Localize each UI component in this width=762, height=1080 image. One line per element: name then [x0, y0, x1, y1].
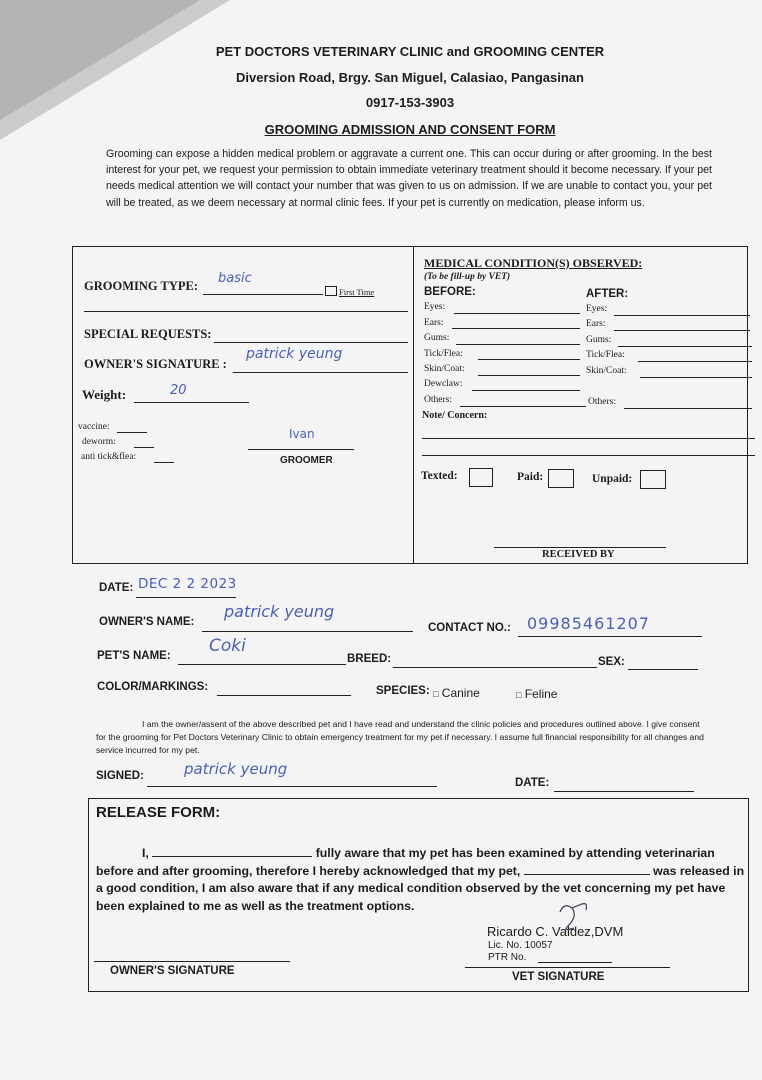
form-title: GROOMING ADMISSION AND CONSENT FORM — [264, 122, 556, 137]
vet-lic-no: Lic. No. 10057 — [488, 940, 553, 951]
owner-name-value[interactable]: patrick yeung — [224, 602, 335, 621]
signed-line — [147, 786, 437, 787]
deworm-line — [134, 447, 154, 448]
date-label: DATE: — [99, 582, 134, 594]
before-eyes: Eyes: — [424, 302, 446, 312]
before-gums-line — [456, 344, 580, 345]
weight-value[interactable]: 20 — [170, 383, 187, 398]
owner-signature-value[interactable]: patrick yeung — [246, 346, 343, 362]
before-skincoat-line — [478, 375, 580, 376]
before-others: Others: — [424, 395, 452, 405]
release-pet-blank[interactable] — [524, 863, 650, 875]
grooming-type-value[interactable]: basic — [218, 271, 252, 286]
intro-paragraph: Grooming can expose a hidden medical problem or aggravate a current one. This can occur during or after grooming. In the best interest for your pet, we request your permission to obtain immediate veterinary treatment should it become necessary. If your pet needs medical attention we will contact your number that was given to us on admission. If we are unable to contact you, your pet will be treated, as we deem necessary at normal clinic fees. If your pet is currently on medication, please inform us. — [106, 148, 712, 209]
species-label: SPECIES: — [376, 685, 430, 697]
before-others-line — [460, 406, 586, 407]
breed-label: BREED: — [347, 653, 392, 665]
vet-signature-mark — [552, 898, 596, 934]
ptr-line — [538, 962, 612, 963]
note-label: Note/ Concern: — [422, 410, 488, 421]
consent-paragraph: I am the owner/assent of the above described pet and I have read and understand the clinic policies and procedures outlined above. I give consent for the grooming for Pet Doctors Veterinary Clinic to obtain emergency treatment for my pet if necessary. I assume full financial responsibility for all changes and service incurred for my pet. — [96, 719, 704, 755]
after-gums: Gums: — [586, 335, 612, 345]
unpaid-label: Unpaid: — [592, 473, 633, 485]
before-gums: Gums: — [424, 333, 450, 343]
after-ears: Ears: — [586, 319, 606, 329]
breed-line — [393, 667, 597, 668]
before-dewclaw-line — [472, 390, 580, 391]
texted-checkbox[interactable] — [469, 468, 493, 487]
grooming-type-label: GROOMING TYPE: — [84, 279, 199, 293]
owner-signature-release-line — [94, 961, 290, 962]
grooming-extra-line — [84, 311, 408, 312]
after-label: AFTER: — [586, 288, 629, 300]
after-tickflea-line — [638, 361, 752, 362]
owner-name-label: OWNER'S NAME: — [99, 616, 195, 628]
before-tickflea-line — [478, 359, 580, 360]
unpaid-checkbox[interactable] — [640, 470, 666, 489]
before-eyes-line — [454, 313, 580, 314]
feline-label: Feline — [524, 687, 558, 701]
before-ears: Ears: — [424, 318, 444, 328]
groomer-value[interactable]: Ivan — [289, 427, 315, 441]
signed-label: SIGNED: — [96, 770, 144, 782]
deworm-label: deworm: — [82, 437, 116, 447]
species-canine-option[interactable] — [433, 686, 480, 700]
after-ears-line — [614, 330, 750, 331]
before-skincoat: Skin/Coat: — [424, 364, 465, 374]
pet-name-value[interactable]: Coki — [209, 636, 246, 656]
canine-checkbox-icon[interactable]: □ — [433, 689, 439, 699]
received-by-line — [494, 547, 666, 548]
paid-checkbox[interactable] — [548, 469, 574, 488]
before-ears-line — [452, 328, 580, 329]
owner-signature-line — [233, 372, 408, 373]
contact-line — [518, 636, 702, 637]
after-gums-line — [618, 346, 752, 347]
contact-label: CONTACT NO.: — [428, 622, 511, 634]
owner-name-line — [202, 631, 413, 632]
before-dewclaw: Dewclaw: — [424, 379, 463, 389]
clinic-address: Diversion Road, Brgy. San Miguel, Calasiao, Pangasinan — [236, 70, 584, 85]
release-text-part1: fully aware that my pet has been examined by attending veterinarian before and after grooming, therefore I hereby acknowledged that my pet, — [96, 846, 715, 878]
special-requests-line — [214, 342, 408, 343]
first-time-label: First Time — [339, 287, 375, 297]
first-time-checkbox[interactable] — [325, 286, 374, 297]
medical-title: MEDICAL CONDITION(S) OBSERVED: — [424, 256, 643, 270]
anti-tick-line — [154, 462, 174, 463]
contact-value[interactable]: 09985461207 — [527, 614, 650, 633]
note-line-2 — [422, 455, 755, 456]
signed-date-line — [554, 791, 694, 792]
pet-name-label: PET'S NAME: — [97, 650, 171, 662]
after-others: Others: — [588, 397, 616, 407]
first-time-box[interactable] — [325, 286, 337, 296]
vaccine-line — [117, 432, 147, 433]
species-feline-option[interactable] — [516, 687, 557, 701]
owner-signature-label: OWNER'S SIGNATURE : — [84, 357, 227, 371]
date-line — [136, 597, 236, 598]
after-eyes: Eyes: — [586, 304, 608, 314]
clinic-name: PET DOCTORS VETERINARY CLINIC and GROOMING CENTER — [215, 44, 605, 59]
clinic-phone: 0917-153-3903 — [365, 95, 455, 110]
before-tickflea: Tick/Flea: — [424, 349, 463, 359]
grooming-type-line — [203, 294, 323, 295]
before-label: BEFORE: — [424, 286, 476, 298]
release-i: I, — [142, 846, 149, 860]
date-value[interactable]: DEC 2 2 2023 — [138, 576, 237, 592]
vet-signature-line — [465, 967, 670, 968]
weight-label: Weight: — [82, 387, 127, 402]
release-owner-blank[interactable] — [152, 845, 312, 857]
vaccine-label: vaccine: — [78, 422, 110, 432]
feline-checkbox-icon[interactable]: □ — [516, 690, 522, 700]
signed-date-label: DATE: — [515, 777, 550, 789]
after-others-line — [624, 408, 752, 409]
after-eyes-line — [614, 315, 750, 316]
canine-label: Canine — [441, 686, 480, 700]
medical-subtitle: (To be fill-up by VET) — [424, 272, 511, 282]
groomer-line — [248, 449, 354, 450]
sex-label: SEX: — [598, 656, 625, 668]
release-title: RELEASE FORM: — [96, 804, 221, 821]
after-tickflea: Tick/Flea: — [586, 350, 625, 360]
after-skincoat: Skin/Coat: — [586, 366, 627, 376]
vet-signature-label: VET SIGNATURE — [512, 971, 605, 983]
weight-line — [134, 402, 249, 403]
box-divider — [413, 247, 414, 563]
owner-signature-release-label: OWNER'S SIGNATURE — [110, 965, 235, 977]
vet-name: Ricardo C. Valdez,DVM — [487, 924, 624, 939]
sex-line — [628, 669, 698, 670]
note-line-1 — [422, 438, 755, 439]
release-paragraph — [96, 845, 746, 915]
pet-name-line — [178, 664, 346, 665]
groomer-label: GROOMER — [280, 455, 333, 466]
color-line — [217, 695, 351, 696]
special-requests-label: SPECIAL REQUESTS: — [84, 327, 212, 341]
received-by-label: RECEIVED BY — [542, 549, 615, 560]
vet-ptr-no: PTR No. — [488, 952, 527, 963]
paid-label: Paid: — [517, 471, 544, 483]
signed-value[interactable]: patrick yeung — [184, 760, 288, 778]
texted-label: Texted: — [421, 470, 458, 482]
color-label: COLOR/MARKINGS: — [97, 681, 209, 693]
anti-tick-label: anti tick&flea: — [81, 452, 137, 462]
release-text-part2: was released in a good condition, I am also aware that if any medical condition observed by the vet concerning my pet have been explained to me as well as the treatment options. — [96, 863, 745, 913]
after-skincoat-line — [640, 377, 752, 378]
